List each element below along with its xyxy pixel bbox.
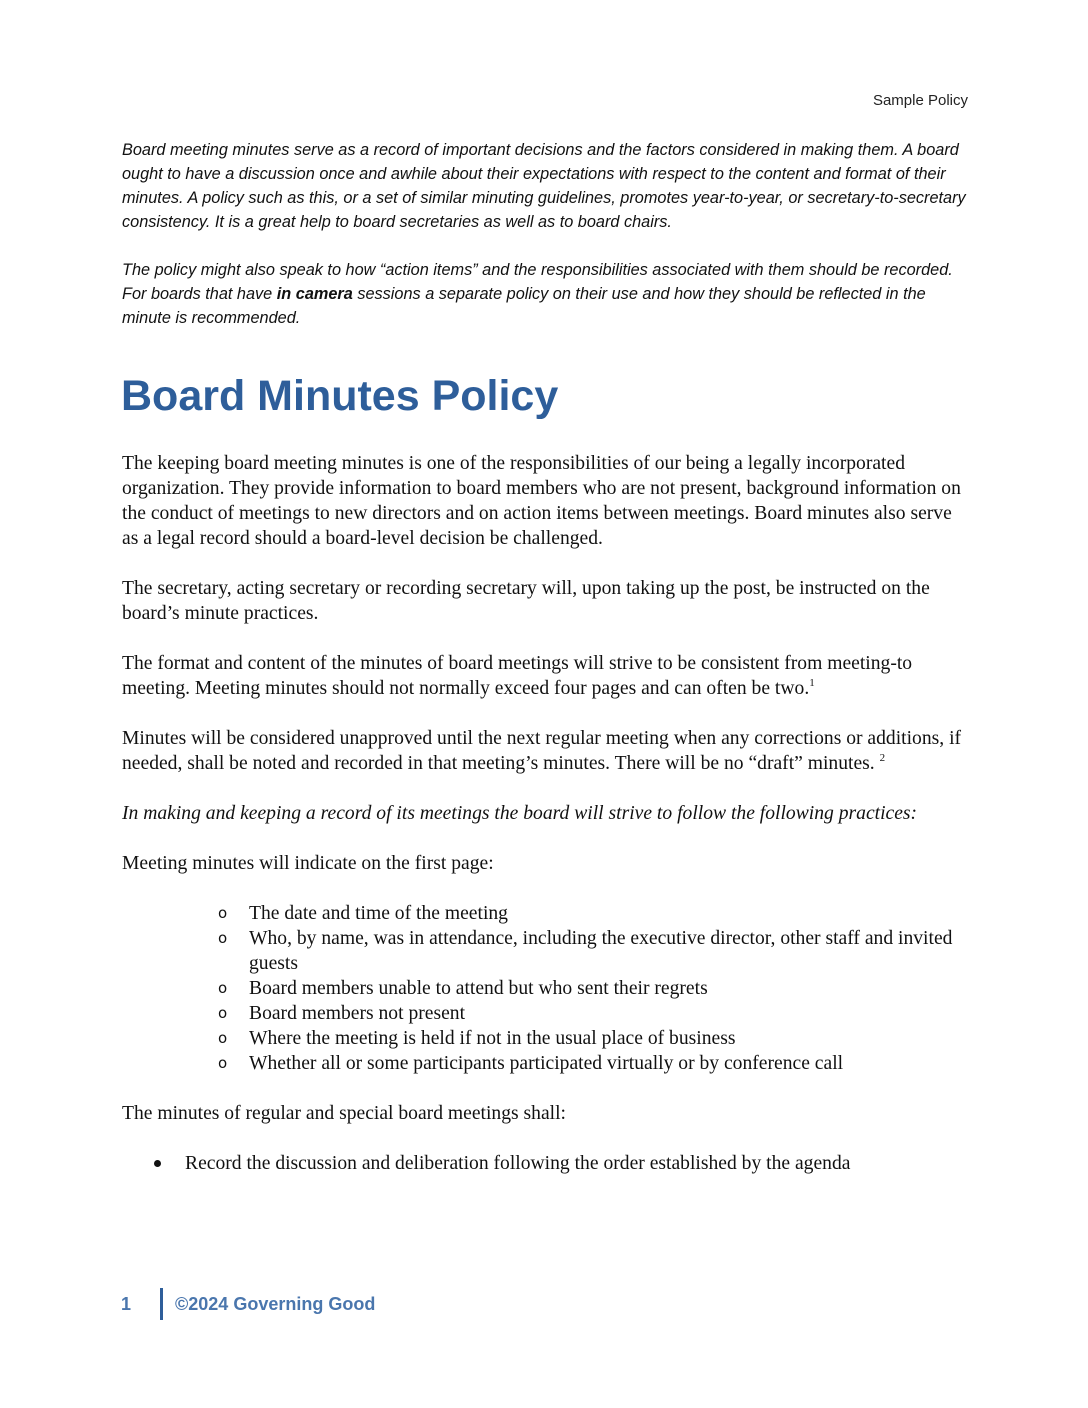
list-item-text: The date and time of the meeting <box>249 903 508 924</box>
page-footer <box>121 1288 375 1320</box>
body-paragraph-1: The keeping board meeting minutes is one of the responsibilities of our being a legally incorporated organization. They provide information to board members who are not present, background information on the conduct of meetings to new directors and on action items between meetings. Board minutes also serve as a legal record should a board-level decision be challenged. <box>122 453 961 549</box>
list-item-text: Whether all or some participants participated virtually or by conference call <box>249 1053 844 1074</box>
intro-p2-text-start: The policy might also speak to how “action items” and the responsibilities associated with them should be recorded. For boards that have <box>122 261 953 303</box>
shall-list <box>122 1151 972 1176</box>
body-paragraph-3 <box>122 651 972 701</box>
list-marker: o <box>218 1054 228 1072</box>
intro-p2-text-end: sessions a separate policy on their use and how they should be reflected in the minute is recommended. <box>122 285 926 327</box>
list-item-text: Who, by name, was in attendance, including the executive director, other staff and invited guests <box>249 928 953 974</box>
footer-copyright: ©2024 Governing Good <box>175 1293 376 1314</box>
body-paragraph-2: The secretary, acting secretary or recording secretary will, upon taking up the post, be instructed on the board’s minute practices. <box>122 578 930 624</box>
intro-p2-bold: in camera <box>276 285 353 303</box>
list-item <box>122 926 972 976</box>
footer-divider <box>160 1288 163 1320</box>
list-marker: o <box>218 929 228 947</box>
first-page-list <box>122 901 972 1076</box>
policy-title: Board Minutes Policy <box>121 372 559 420</box>
body-p4-text: Minutes will be considered unapproved until the next regular meeting when any corrections or additions, if needed, shall be noted and recorded in that meeting’s minutes. There will be no “draft” minutes. <box>122 728 962 774</box>
list-marker: o <box>218 979 228 997</box>
list-item-text: Board members unable to attend but who sent their regrets <box>249 978 708 999</box>
footnote-ref-1[interactable]: 1 <box>809 677 815 689</box>
list-item-text: Where the meeting is held if not in the usual place of business <box>249 1028 736 1049</box>
page-number: 1 <box>121 1293 132 1314</box>
list-item <box>122 1151 972 1176</box>
body-paragraph-5: In making and keeping a record of its meetings the board will strive to follow the following practices: <box>122 803 918 824</box>
list-item-text: Board members not present <box>249 1003 466 1024</box>
intro-paragraph-2 <box>122 258 972 330</box>
body-paragraph-4 <box>122 726 972 776</box>
list-marker: o <box>218 1029 228 1047</box>
bullet-icon <box>154 1160 161 1167</box>
footnote-ref-2[interactable]: 2 <box>879 752 886 764</box>
body-paragraph-7: The minutes of regular and special board meetings shall: <box>122 1103 566 1124</box>
list-marker: o <box>218 904 228 922</box>
policy-body <box>122 451 972 1176</box>
intro-note <box>122 138 972 354</box>
intro-paragraph-1: Board meeting minutes serve as a record of important decisions and the factors considered in making them. A board ought to have a discussion once and awhile about their expectations with respect to the content and format of their minutes. A policy such as this, or a set of similar minuting guidelines, promotes year-to-year, or secretary-to-secretary consistency. It is a great help to board secretaries as well as to board chairs. <box>122 141 966 231</box>
list-item <box>122 1051 972 1076</box>
list-item <box>122 976 972 1001</box>
body-p3-text: The format and content of the minutes of board meetings will strive to be consistent from meeting-to meeting. Meeting minutes should not normally exceed four pages and can often be two. <box>122 653 913 699</box>
page-header: Sample Policy <box>872 92 968 109</box>
list-item-text: Record the discussion and deliberation following the order established by the agenda <box>185 1153 851 1174</box>
list-item <box>122 901 972 926</box>
list-item <box>122 1026 972 1051</box>
body-paragraph-6: Meeting minutes will indicate on the first page: <box>122 853 494 874</box>
list-item <box>122 1001 972 1026</box>
list-marker: o <box>218 1004 228 1022</box>
